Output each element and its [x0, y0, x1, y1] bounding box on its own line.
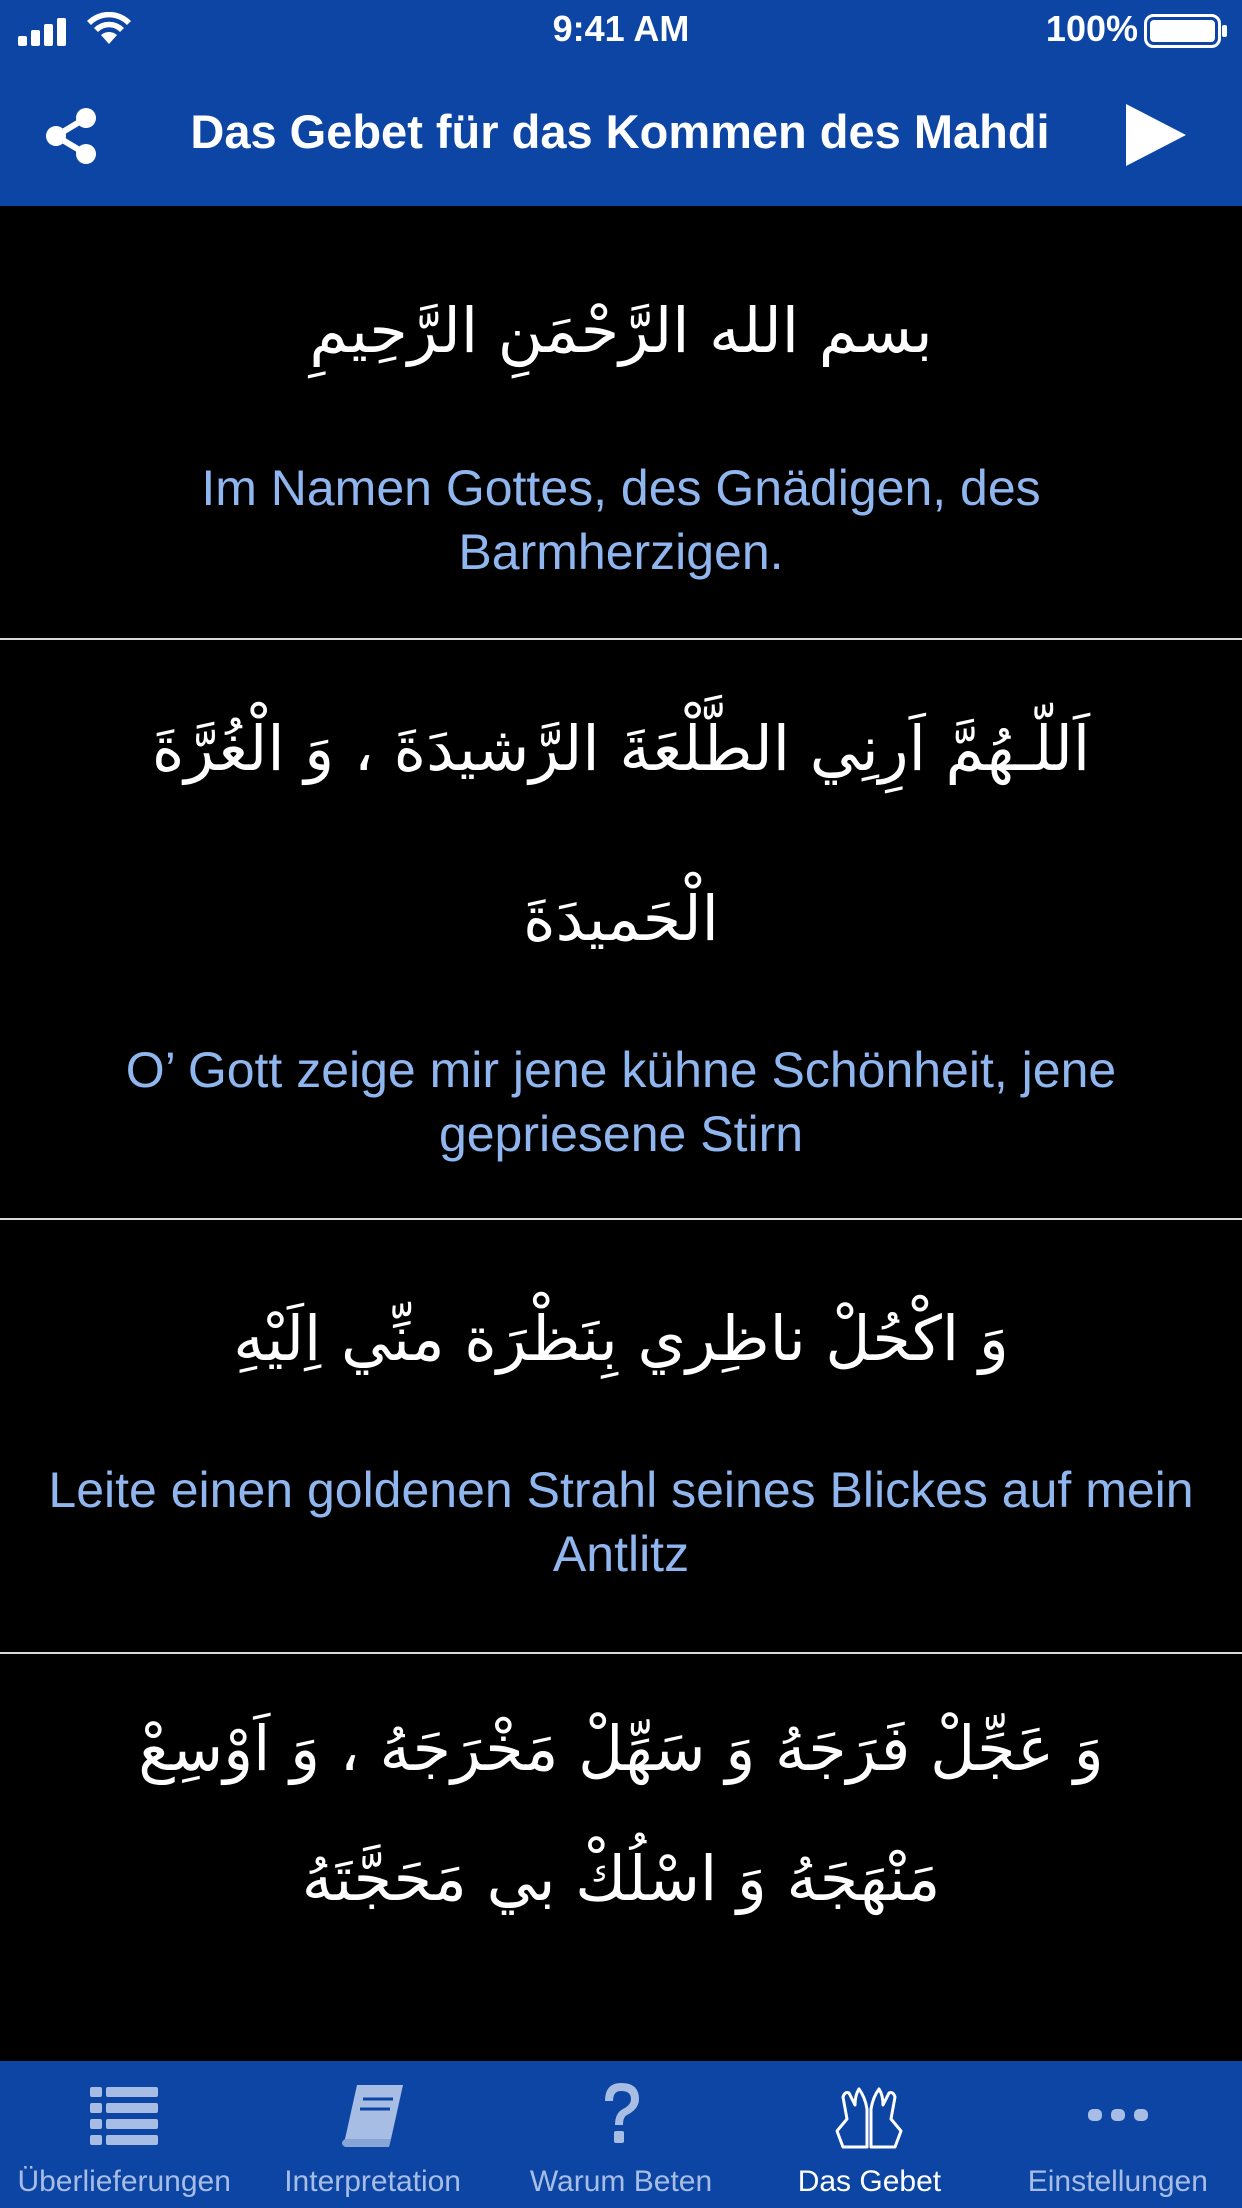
battery-icon: [1144, 14, 1228, 48]
praying-hands-icon: [829, 2079, 909, 2151]
tab-einstellungen[interactable]: [994, 2061, 1242, 2208]
play-icon[interactable]: [1122, 102, 1190, 168]
list-icon: [84, 2079, 164, 2151]
tab-interpretation[interactable]: [248, 2061, 496, 2208]
translation-text: Im Namen Gottes, des Gnädigen, des Barmherzigen.: [201, 460, 1041, 580]
arabic-text: وَ اكْحُلْ ناظِري بِنَظْرَة منِّي اِلَيْهِ: [233, 1302, 1009, 1375]
verse-item: [0, 640, 1242, 1220]
translation-text: O’ Gott zeige mir jene kühne Schönheit, jene gepriesene Stirn: [125, 1042, 1117, 1162]
tab-label: Warum Beten: [529, 2165, 713, 2198]
more-icon: [1078, 2079, 1158, 2151]
page-title: Das Gebet für das Kommen des Mahdi: [190, 105, 1050, 158]
translation-text: Leite einen goldenen Strahl seines Blickes auf mein Antlitz: [48, 1462, 1194, 1582]
arabic-text: وَ عَجِّلْ فَرَجَهُ وَ سَهِّلْ مَخْرَجَهُ ، وَ اَوْسِعْ مَنْهَجَهُ وَ اسْلُكْ بي مَحَجَّتَهُ: [138, 1712, 1104, 1915]
nav-bar: [0, 60, 1242, 206]
book-icon: [333, 2079, 413, 2151]
tab-label: Das Gebet: [797, 2165, 942, 2198]
arabic-text: بسم الله الرَّحْمَنِ الرَّحِيمِ: [309, 294, 933, 367]
top-bar: [0, 0, 1242, 206]
arabic-text: اَللّـهُمَّ اَرِنِي الطَّلْعَةَ الرَّشيدَةَ ، وَ الْغُرَّةَ الْحَميدَةَ: [151, 712, 1091, 955]
tab-bar: [0, 2061, 1242, 2208]
tab-das-gebet[interactable]: [745, 2061, 993, 2208]
verse-item: [0, 206, 1242, 640]
verse-item: [0, 1654, 1242, 2061]
tab-label: Einstellungen: [1027, 2165, 1208, 2198]
prayer-content[interactable]: [0, 206, 1242, 2061]
tab-uberlieferungen[interactable]: [0, 2061, 248, 2208]
tab-label: Überlieferungen: [17, 2165, 231, 2198]
status-bar: [0, 0, 1242, 60]
battery-percent: 100%: [1045, 8, 1138, 49]
verse-item: [0, 1220, 1242, 1654]
question-icon: [581, 2079, 661, 2151]
status-time: 9:41 AM: [552, 8, 690, 49]
tab-warum-beten[interactable]: [497, 2061, 745, 2208]
tab-label: Interpretation: [284, 2165, 461, 2198]
share-icon[interactable]: [42, 106, 102, 166]
